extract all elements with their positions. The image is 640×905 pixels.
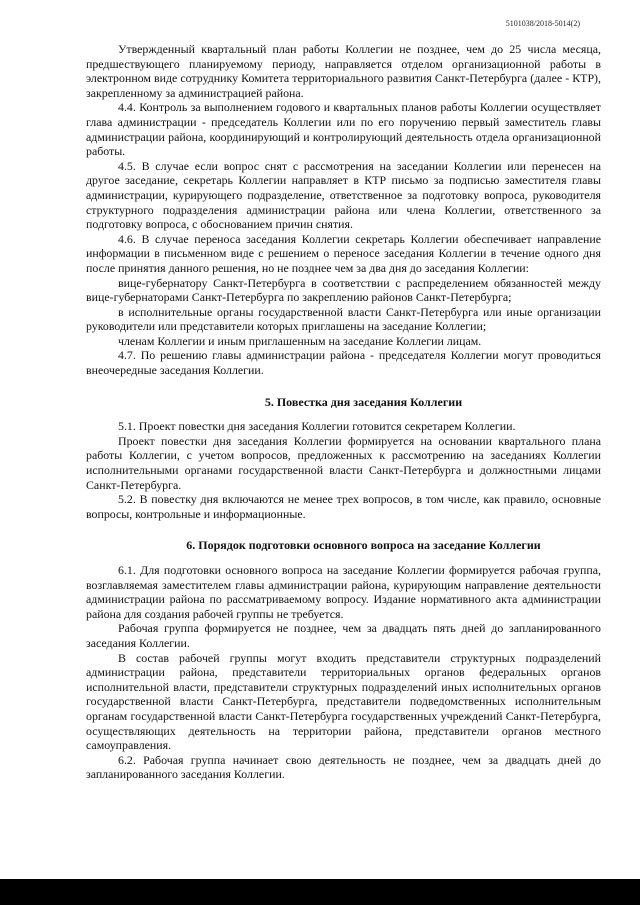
- paragraph-4-3: Утвержденный квартальный план работы Коллегии не позднее, чем до 25 числа месяца, предшествующего планируемому периоду, направляется отделом организационной работы в электронном виде сотруднику Комитета территориального развития Санкт-Петербурга (далее - КТР), закрепленному за администрацией района.: [86, 42, 601, 100]
- paragraph-4-5: 4.5. В случае если вопрос снят с рассмотрения на заседании Коллегии или перенесен на другое заседание, секретарь Коллегии направляет в КТР письмо за подписью заместителя главы администрации, курирующего подразделение, ответственное за подготовку вопроса, руководителя структурного подразделения администрации района или члена Коллегии, ответственного за подготовку вопроса, с обоснованием причин снятия.: [86, 158, 601, 232]
- paragraph-5-1-agenda-draft: Проект повестки дня заседания Коллегии формируется на основании квартального плана работы Коллегии, с учетом вопросов, предложенных к рассмотрению на заседаниях Коллегии исполнительными органами государственной власти Санкт-Петербурга и должностными лицами Санкт-Петербурга.: [86, 433, 601, 492]
- paragraph-5-1: 5.1. Проект повестки дня заседания Коллегии готовится секретарем Коллегии.: [118, 419, 516, 434]
- paragraph-4-6-recipient-vice-governor: вице-губернатору Санкт-Петербурга в соответствии с распределением обязанностей между вице-губернаторами Санкт-Петербурга по закреплению районов Санкт-Петербурга;: [86, 275, 601, 305]
- paragraph-6-1-group-deadline: Рабочая группа формируется не позднее, чем за двадцать пять дней до запланированного заседания Коллегии.: [86, 621, 601, 650]
- paragraph-4-4: 4.4. Контроль за выполнением годового и квартальных планов работы Коллегии осуществляет глава администрации - председатель Коллегии или по его поручению первый заместитель главы администрации района, координирующий и контролирующий деятельность отдела организационной работы.: [86, 100, 601, 159]
- paragraph-4-7: 4.7. По решению главы администрации района - председателя Коллегии могут проводиться внеочередные заседания Коллегии.: [86, 348, 601, 378]
- paragraph-6-1-group-composition: В состав рабочей группы могут входить представители структурных подразделений администрации района, представители территориальных органов федеральных органов исполнительной власти, представители структурных подразделений иных исполнительных органов государственной власти Санкт-Петербурга, представители подведомственных исполнительным органам государственной власти Санкт-Петербурга государственных учреждений Санкт-Петербурга, осуществляющих деятельность на территории района, представители органов местного самоуправления.: [86, 650, 601, 753]
- paragraph-4-6-recipient-members: членам Коллегии и иным приглашенным на заседание Коллегии лицам.: [118, 333, 482, 348]
- section-5-heading: 5. Повестка дня заседания Коллегии: [264, 394, 463, 409]
- paragraph-4-6-recipient-executive-bodies: в исполнительные органы государственной власти Санкт-Петербурга или иные организации руководители или представители которых приглашены на заседание Коллегии;: [86, 304, 601, 334]
- scan-bottom-edge: [0, 879, 640, 905]
- paragraph-5-2: 5.2. В повестку дня включаются не менее трех вопросов, в том числе, как правило, основные вопросы, контрольные и информационные.: [86, 492, 601, 521]
- document-body: [86, 42, 601, 782]
- section-6-heading: 6. Порядок подготовки основного вопроса на заседание Коллегии: [186, 538, 541, 553]
- document-reference-number: 5101038/2018-5014(2): [505, 19, 580, 28]
- paragraph-6-2: 6.2. Рабочая группа начинает свою деятельность не позднее, чем за двадцать дней до запланированного заседания Коллегии.: [86, 752, 601, 782]
- paragraph-6-1: 6.1. Для подготовки основного вопроса на заседание Коллегии формируется рабочая группа, возглавляемая заместителем главы администрации района, курирующим направление деятельности администрации района по рассматриваемому вопросу. Издание нормативного акта администрации района для создания рабочей группы не требуется.: [86, 563, 601, 621]
- paragraph-4-6: 4.6. В случае переноса заседания Коллегии секретарь Коллегии обеспечивает направление информации в письменном виде с решением о переносе заседания Коллегии в течение одного дня после принятия данного решения, но не позднее чем за два дня до заседания Коллегии:: [86, 231, 601, 275]
